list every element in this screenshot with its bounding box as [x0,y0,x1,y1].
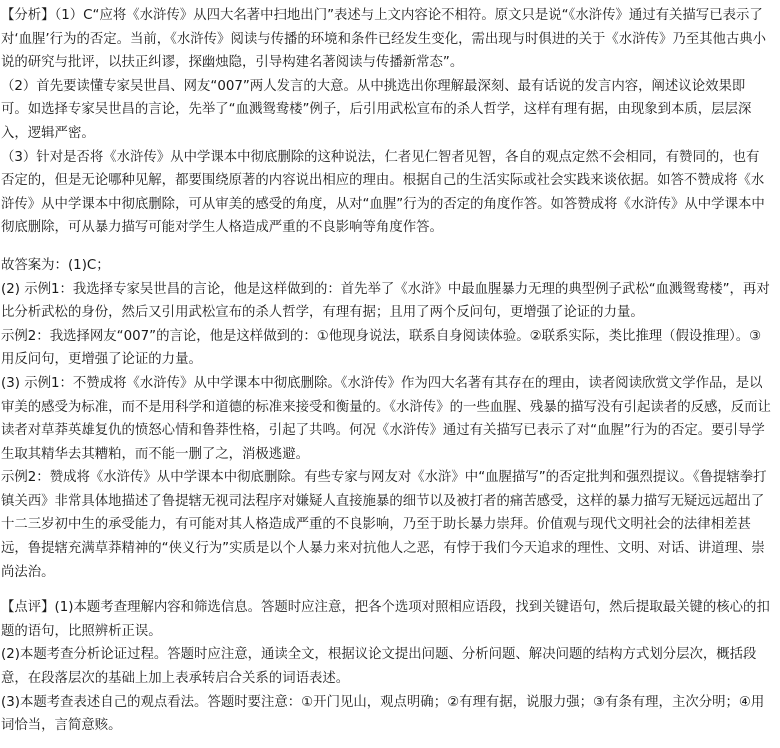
answer-paragraph-3: 示例2：我选择网友“007”的言论，他是这样做到的：①他现身说法，联系自身阅读体验。②联系实际，类比推理（假设推理）。③用反问句，更增强了论证的力量。 [1,328,762,368]
comment-paragraph-3: (3)本题考查表述自己的观点看法。答题时要注意：①开门见山，观点明确；②有理有据，说服力强；③有条有理，主次分明；④用词恰当，言简意赅。 [1,694,765,734]
analysis-paragraph-2: （2）首先要读懂专家吴世昌、网友“007”两人发言的大意。从中挑选出你理解最深刻、最有话说的发言内容，阐述议论效果即可。如选择专家吴世昌的言论，先举了“血溅鸳鸯楼”例子，后引用武松宣布的杀人哲学，这样有理有据，由现象到本质，层层深入，逻辑严密。 [1,78,752,141]
answer-paragraph-2: (2) 示例1：我选择专家吴世昌的言论，他是这样做到的：首先举了《水浒》中最血腥暴力无理的典型例子武松“血溅鸳鸯楼”，再对比分析武松的身份，然后又引用武松宣布的杀人哲学，有理有据；且用了两个反问句，更增强了论证的力量。 [1,281,770,321]
answer-section [1,254,772,584]
answer-paragraph-1: 故答案为：(1)C； [1,257,110,273]
analysis-paragraph-1: 【分析】（1）C“应将《水浒传》从四大名著中扫地出门”表述与上文内容论不相符。原文只是说“《水浒传》通过有关描写已表示了对‘血腥’行为的否定。当前，《水浒传》阅读与传播的环境和条件已经发生变化，需出现与时俱进的关于《水浒传》乃至其他古典小说的研究与批评，以扶正纠谬，探幽烛隐，引导构建名著阅读与传播新常态”。 [1,8,767,71]
section-spacer [1,584,772,596]
analysis-section [1,4,772,240]
analysis-paragraph-3: （3）针对是否将《水浒传》从中学课本中彻底删除的这种说法，仁者见仁智者见智，各自的观点定然不会相同，有赞同的，也有否定的，但是无论哪种见解，都要围绕原著的内容说出相应的理由。根据自己的生活实际或社会实践来谈依据。如答不赞成将《水浒传》从中学课本中彻底删除，可从审美的感受的角度，从对“血腥”行为的否定的角度作答。如答赞成将《水浒传》从中学课本中彻底删除，可从暴力描写可能对学生人格造成严重的不良影响等角度作答。 [1,149,765,236]
section-spacer [1,240,772,254]
comment-paragraph-1: 【点评】(1)本题考查理解内容和筛选信息。答题时应注意，把各个选项对照相应语段，找到关键语句，然后提取最关键的核心的扣题的语句，比照辨析正误。 [1,600,770,639]
comment-paragraph-2: (2)本题考查分析论证过程。答题时应注意，通读全文，根据议论文提出问题、分析问题、解决问题的结构方式划分层次，概括段意，在段落层次的基础上加上表承转启合关系的词语表述。 [1,647,757,687]
comment-section [1,596,772,738]
answer-paragraph-4: (3) 示例1：不赞成将《水浒传》从中学课本中彻底删除。《水浒传》作为四大名著有其存在的理由，读者阅读欣赏文学作品，是以审美的感受为标准，而不是用科学和道德的标准来接受和衡量的。《水浒传》的一些血腥、残暴的描写没有引起读者的反感，反而让读者对草莽英雄复仇的愤怒心情和鲁莽性格，引起了共鸣。何况《水浒传》通过有关描写已表示了对“血腥”行为的否定。要引导学生取其精华去其糟粕，而不能一删了之，消极逃避。 [1,375,771,462]
answer-paragraph-5: 示例2：赞成将《水浒传》从中学课本中彻底删除。有些专家与网友对《水浒》中“血腥描写”的否定批判和强烈提议。《鲁提辖拳打镇关西》非常具体地描述了鲁提辖无视司法程序对嫌疑人直接施暴的细节以及被打者的痛苦感受，这样的暴力描写无疑远远超出了十二三岁初中生的承受能力，有可能对其人格造成严重的不良影响，乃至于助长暴力崇拜。价值观与现代文明社会的法律相差甚远，鲁提辖充满草莽精神的“侠义行为”实质是以个人暴力来对抗他人之恶，有悖于我们今天追求的理性、文明、对话、讲道理、崇尚法治。 [1,470,767,580]
